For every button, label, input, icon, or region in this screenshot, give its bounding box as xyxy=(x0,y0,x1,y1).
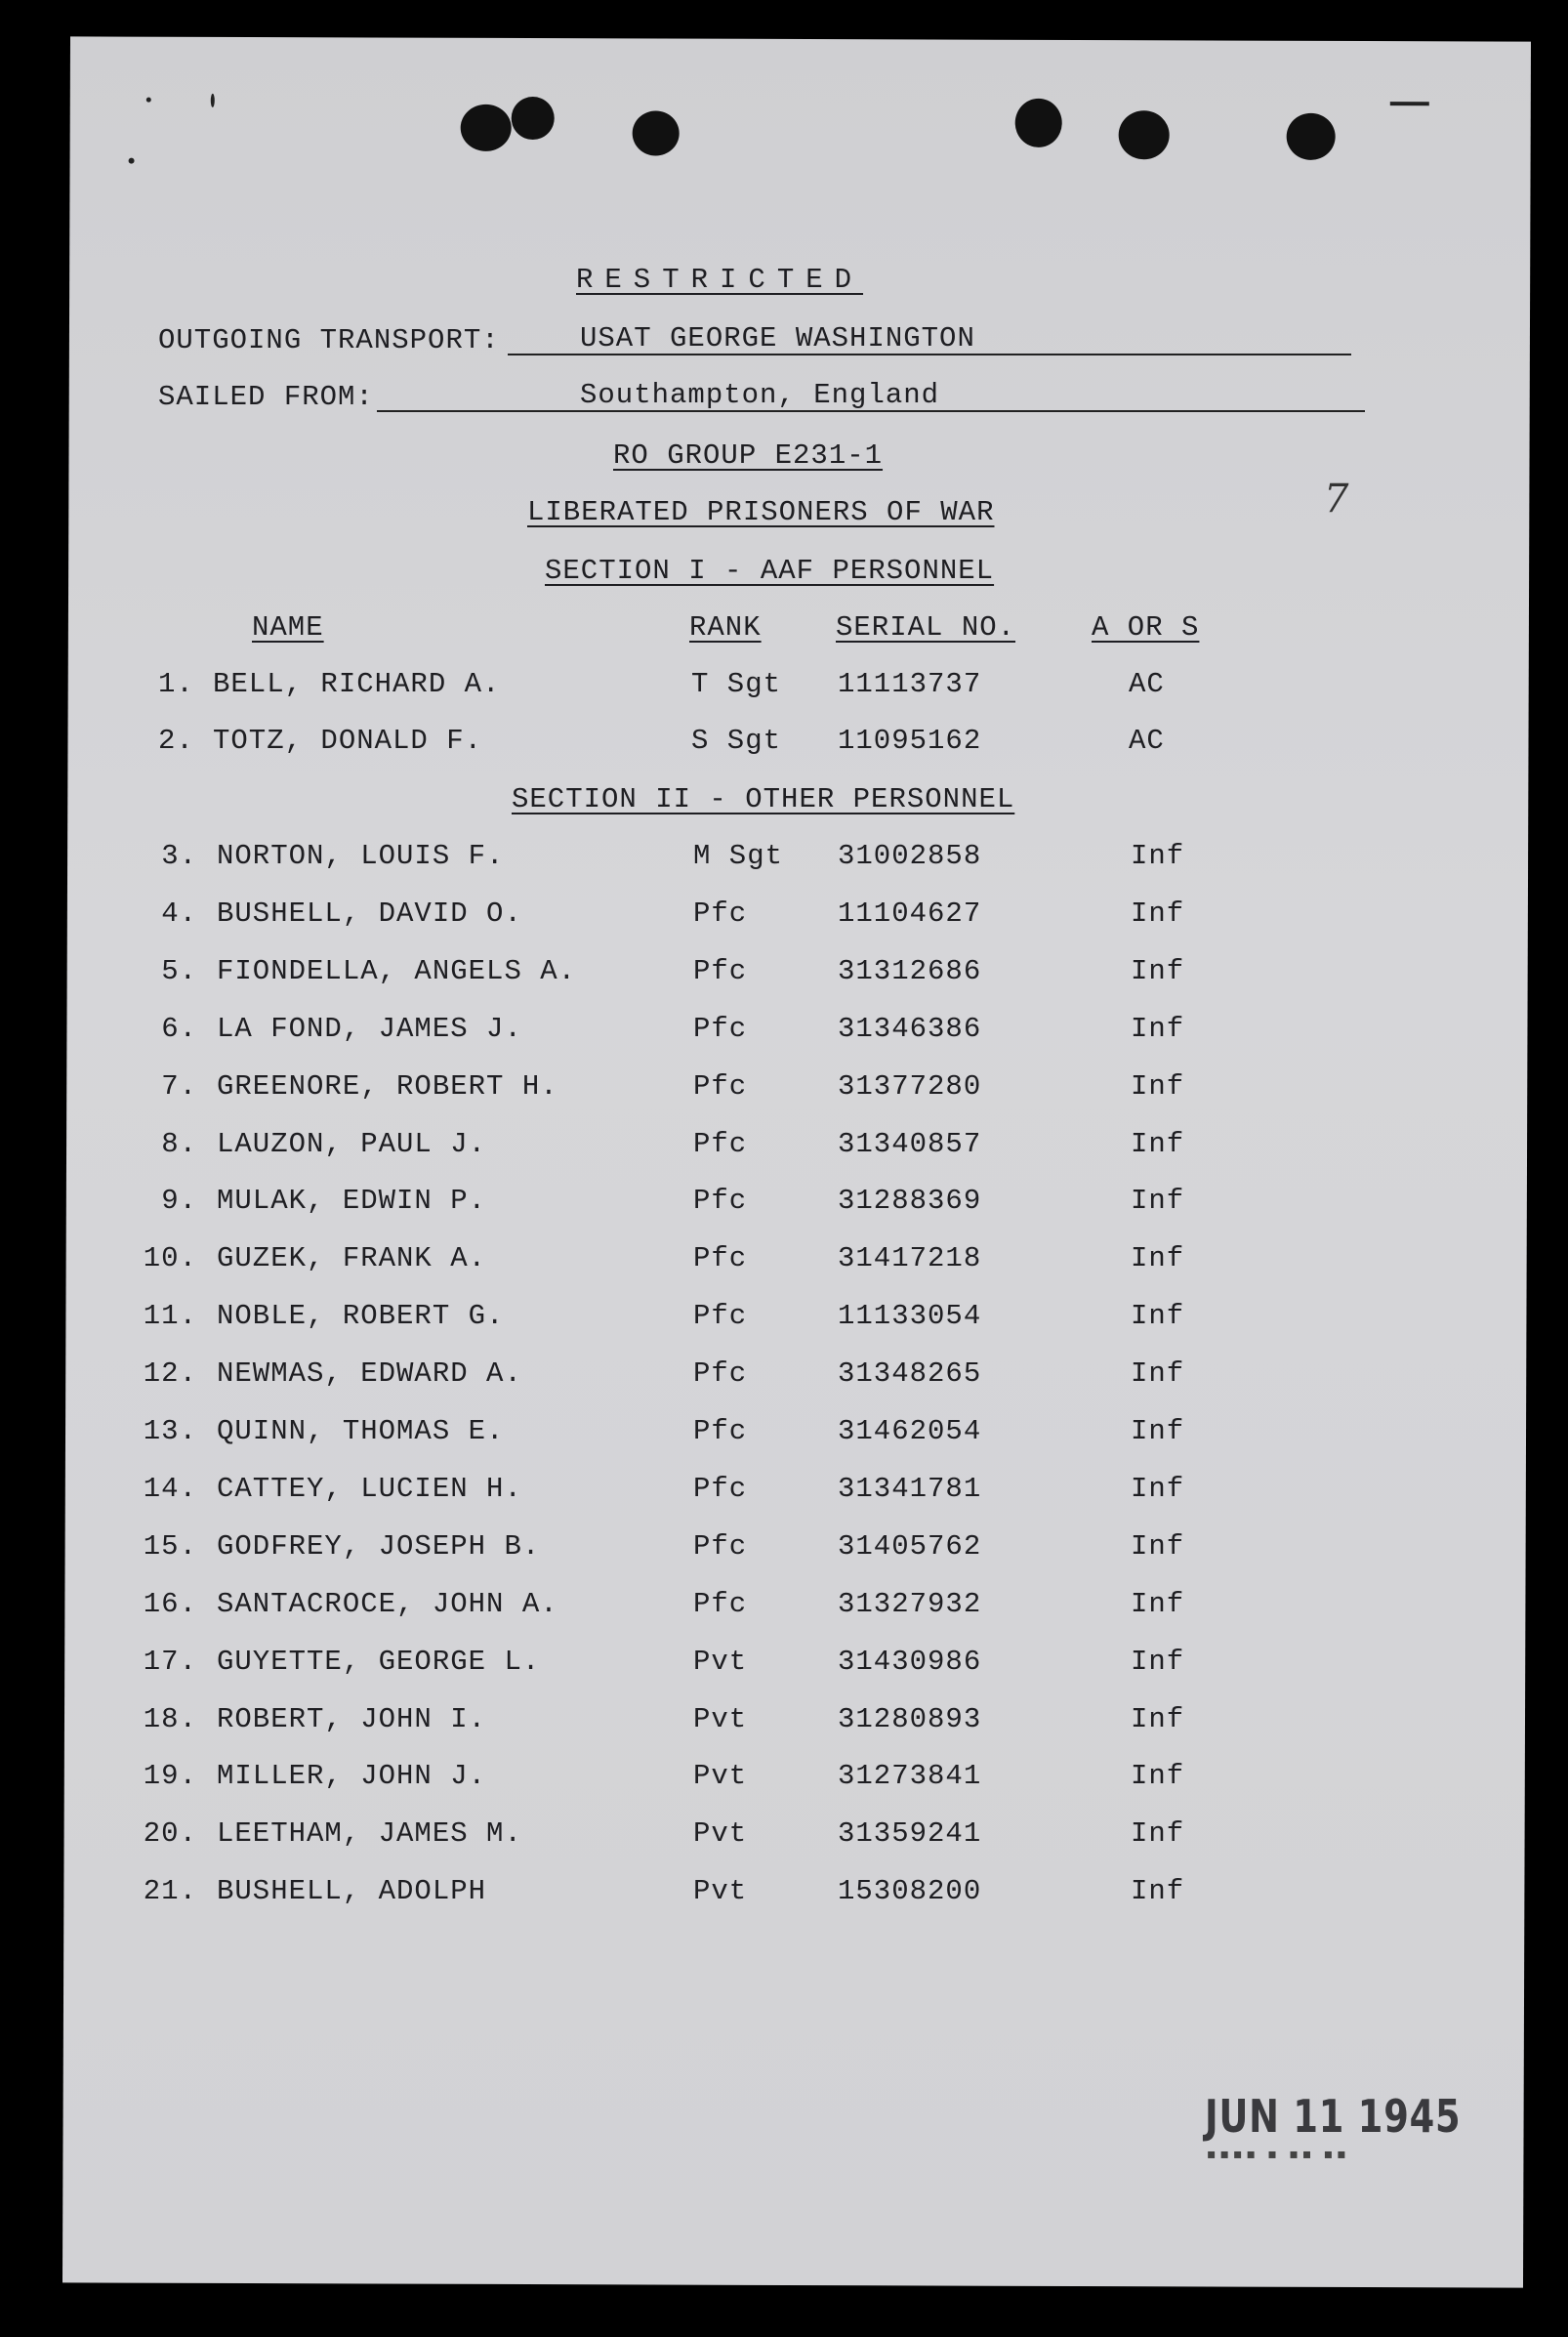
row-arm: Inf xyxy=(1131,1646,1185,1678)
row-serial: 31327932 xyxy=(838,1588,982,1620)
row-rank: Pfc xyxy=(693,1530,748,1563)
row-number: 14. xyxy=(143,1473,197,1505)
transport-label: OUTGOING TRANSPORT: xyxy=(158,324,500,356)
row-serial: 31346386 xyxy=(838,1013,982,1045)
row-number: 2. xyxy=(158,725,194,757)
row-serial: 31348265 xyxy=(838,1357,982,1390)
row-number: 15. xyxy=(143,1530,197,1563)
row-rank: Pfc xyxy=(693,1128,748,1160)
row-serial: 31462054 xyxy=(838,1415,982,1447)
row-serial: 31417218 xyxy=(838,1242,982,1274)
row-arm: Inf xyxy=(1131,1415,1185,1447)
punch-hole xyxy=(1287,113,1336,160)
column-header-serial: SERIAL NO. xyxy=(836,611,1016,644)
row-name: GUZEK, FRANK A. xyxy=(217,1242,487,1274)
row-number: 1. xyxy=(158,668,194,700)
row-name: FIONDELLA, ANGELS A. xyxy=(217,955,577,987)
row-rank: Pvt xyxy=(693,1760,748,1792)
row-arm: Inf xyxy=(1131,1357,1185,1390)
row-rank: Pfc xyxy=(693,955,748,987)
punch-hole xyxy=(633,110,680,155)
row-arm: Inf xyxy=(1131,1473,1185,1505)
column-header-arm: A OR S xyxy=(1092,611,1200,644)
column-header-name: NAME xyxy=(252,611,324,644)
row-arm: Inf xyxy=(1131,1242,1185,1274)
row-serial: 31341781 xyxy=(838,1473,982,1505)
punch-hole xyxy=(512,97,555,140)
row-name: BELL, RICHARD A. xyxy=(213,668,501,700)
row-number: 19. xyxy=(143,1760,197,1792)
speck xyxy=(129,158,135,164)
document-page xyxy=(62,36,1531,2287)
row-number: 5. xyxy=(161,955,197,987)
row-name: MULAK, EDWIN P. xyxy=(217,1185,487,1217)
row-serial: 31312686 xyxy=(838,955,982,987)
section-2-title: SECTION II - OTHER PERSONNEL xyxy=(512,783,1015,815)
row-number: 4. xyxy=(161,897,197,930)
row-rank: Pfc xyxy=(693,1415,748,1447)
row-number: 20. xyxy=(143,1817,197,1850)
row-name: TOTZ, DONALD F. xyxy=(213,725,483,757)
row-rank: Pvt xyxy=(693,1817,748,1850)
document-title: LIBERATED PRISONERS OF WAR xyxy=(527,496,995,528)
row-rank: Pfc xyxy=(693,1070,748,1103)
row-name: GUYETTE, GEORGE L. xyxy=(217,1646,541,1678)
transport-value: USAT GEORGE WASHINGTON xyxy=(580,322,975,355)
row-arm: Inf xyxy=(1131,1128,1185,1160)
row-serial: 11104627 xyxy=(838,897,982,930)
row-arm: Inf xyxy=(1131,1760,1185,1792)
row-name: GODFREY, JOSEPH B. xyxy=(217,1530,541,1563)
row-rank: Pfc xyxy=(693,1473,748,1505)
row-name: NEWMAS, EDWARD A. xyxy=(217,1357,522,1390)
row-arm: AC xyxy=(1129,725,1165,757)
row-name: LAUZON, PAUL J. xyxy=(217,1128,487,1160)
punch-hole xyxy=(1015,99,1062,147)
section-1-title: SECTION I - AAF PERSONNEL xyxy=(545,555,995,587)
row-serial: 11113737 xyxy=(838,668,982,700)
row-rank: Pfc xyxy=(693,1242,748,1274)
row-serial: 11095162 xyxy=(838,725,982,757)
row-name: NORTON, LOUIS F. xyxy=(217,840,505,872)
row-arm: Inf xyxy=(1131,1070,1185,1103)
row-number: 17. xyxy=(143,1646,197,1678)
row-arm: Inf xyxy=(1131,1703,1185,1735)
row-rank: Pfc xyxy=(693,1357,748,1390)
group-heading: RO GROUP E231-1 xyxy=(613,439,884,472)
speck xyxy=(1390,102,1429,105)
row-serial: 31359241 xyxy=(838,1817,982,1850)
row-arm: Inf xyxy=(1131,1817,1185,1850)
row-arm: AC xyxy=(1129,668,1165,700)
row-serial: 31405762 xyxy=(838,1530,982,1563)
row-arm: Inf xyxy=(1131,1530,1185,1563)
row-arm: Inf xyxy=(1131,1875,1185,1907)
row-number: 11. xyxy=(143,1300,197,1332)
row-rank: Pfc xyxy=(693,1300,748,1332)
row-name: CATTEY, LUCIEN H. xyxy=(217,1473,522,1505)
row-rank: Pvt xyxy=(693,1875,748,1907)
row-serial: 31002858 xyxy=(838,840,982,872)
row-arm: Inf xyxy=(1131,840,1185,872)
row-rank: Pfc xyxy=(693,897,748,930)
punch-hole xyxy=(1119,110,1170,159)
row-rank: Pvt xyxy=(693,1646,748,1678)
row-number: 12. xyxy=(143,1357,197,1390)
row-serial: 31430986 xyxy=(838,1646,982,1678)
row-rank: Pfc xyxy=(693,1588,748,1620)
row-name: LEETHAM, JAMES M. xyxy=(217,1817,522,1850)
row-serial: 31280893 xyxy=(838,1703,982,1735)
row-rank: Pfc xyxy=(693,1013,748,1045)
row-rank: Pfc xyxy=(693,1185,748,1217)
row-name: MILLER, JOHN J. xyxy=(217,1760,487,1792)
row-arm: Inf xyxy=(1131,897,1185,930)
row-number: 16. xyxy=(143,1588,197,1620)
row-name: NOBLE, ROBERT G. xyxy=(217,1300,505,1332)
row-number: 8. xyxy=(161,1128,197,1160)
row-arm: Inf xyxy=(1131,1588,1185,1620)
row-rank: T Sgt xyxy=(691,668,782,700)
row-number: 7. xyxy=(161,1070,197,1103)
row-rank: S Sgt xyxy=(691,725,782,757)
speck xyxy=(211,94,215,107)
row-name: QUINN, THOMAS E. xyxy=(217,1415,505,1447)
column-header-rank: RANK xyxy=(689,611,762,644)
row-name: BUSHELL, ADOLPH xyxy=(217,1875,487,1907)
speck xyxy=(146,98,151,103)
row-number: 6. xyxy=(161,1013,197,1045)
row-number: 9. xyxy=(161,1185,197,1217)
row-name: GREENORE, ROBERT H. xyxy=(217,1070,558,1103)
row-name: ROBERT, JOHN I. xyxy=(217,1703,487,1735)
row-name: SANTACROCE, JOHN A. xyxy=(217,1588,558,1620)
row-number: 21. xyxy=(143,1875,197,1907)
received-date-stamp: JUN 11 1945 xyxy=(1205,2090,1462,2143)
row-arm: Inf xyxy=(1131,1013,1185,1045)
row-rank: Pvt xyxy=(693,1703,748,1735)
sailed-value: Southampton, England xyxy=(580,379,940,411)
sailed-label: SAILED FROM: xyxy=(158,381,374,413)
row-rank: M Sgt xyxy=(693,840,784,872)
stamp-smudge: ▪▪▪▪ ▪ ▪▪ ▪▪ xyxy=(1207,2147,1350,2162)
row-serial: 31288369 xyxy=(838,1185,982,1217)
row-serial: 31273841 xyxy=(838,1760,982,1792)
page-number: 7 xyxy=(1324,477,1349,522)
row-number: 10. xyxy=(143,1242,197,1274)
row-serial: 15308200 xyxy=(838,1875,982,1907)
row-arm: Inf xyxy=(1131,1185,1185,1217)
row-number: 3. xyxy=(161,840,197,872)
row-serial: 31340857 xyxy=(838,1128,982,1160)
row-name: LA FOND, JAMES J. xyxy=(217,1013,522,1045)
row-number: 18. xyxy=(143,1703,197,1735)
row-name: BUSHELL, DAVID O. xyxy=(217,897,522,930)
row-number: 13. xyxy=(143,1415,197,1447)
classification-heading: RESTRICTED xyxy=(576,264,864,296)
row-arm: Inf xyxy=(1131,955,1185,987)
row-serial: 11133054 xyxy=(838,1300,982,1332)
row-arm: Inf xyxy=(1131,1300,1185,1332)
row-serial: 31377280 xyxy=(838,1070,982,1103)
punch-hole xyxy=(461,104,512,151)
